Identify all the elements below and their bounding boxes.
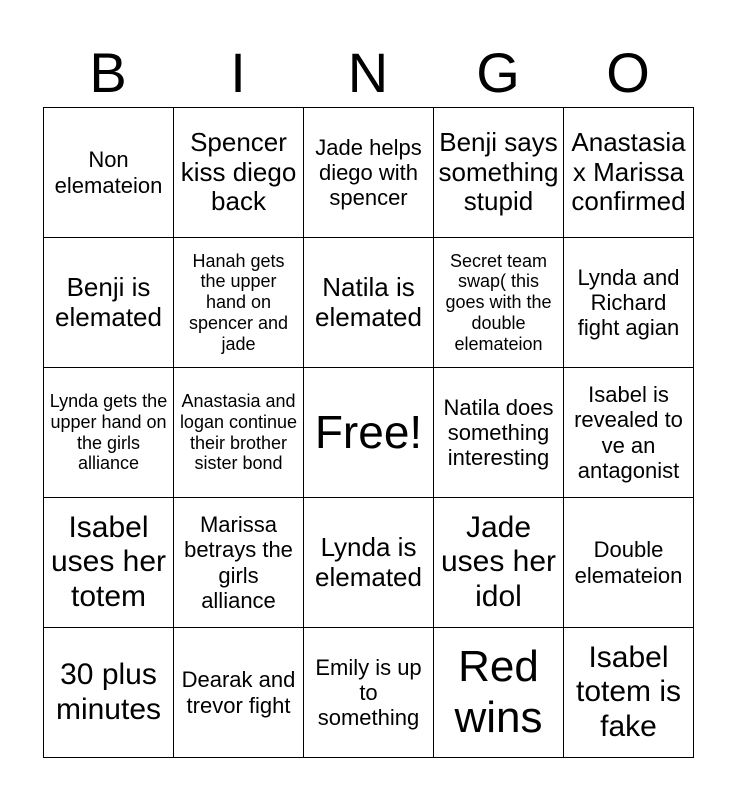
bingo-cell[interactable]: Jade uses her idol <box>434 498 564 628</box>
bingo-cell[interactable]: Lynda gets the upper hand on the girls alliance <box>44 368 174 498</box>
bingo-cell[interactable]: 30 plus minutes <box>44 628 174 758</box>
bingo-cell[interactable]: Natila is elemated <box>304 238 434 368</box>
bingo-cell[interactable]: Anastasia x Marissa confirmed <box>564 108 694 238</box>
bingo-cell[interactable]: Dearak and trevor fight <box>174 628 304 758</box>
board-row <box>44 108 694 238</box>
bingo-cell[interactable]: Emily is up to something <box>304 628 434 758</box>
board-row <box>44 498 694 628</box>
free-space-cell[interactable]: Free! <box>304 368 434 498</box>
board-row <box>44 628 694 758</box>
board-row <box>44 238 694 368</box>
bingo-cell[interactable]: Double elemateion <box>564 498 694 628</box>
bingo-cell[interactable]: Isabel totem is fake <box>564 628 694 758</box>
bingo-cell[interactable]: Spencer kiss diego back <box>174 108 304 238</box>
bingo-cell[interactable]: Non elemateion <box>44 108 174 238</box>
bingo-cell[interactable]: Natila does something interesting <box>434 368 564 498</box>
bingo-board <box>43 107 694 758</box>
bingo-cell[interactable]: Benji says something stupid <box>434 108 564 238</box>
header-letter-i: I <box>230 41 246 104</box>
bingo-cell[interactable]: Jade helps diego with spencer <box>304 108 434 238</box>
board-row <box>44 368 694 498</box>
bingo-cell[interactable]: Marissa betrays the girls alliance <box>174 498 304 628</box>
header-letter-g: G <box>476 41 520 104</box>
bingo-cell[interactable]: Lynda and Richard fight agian <box>564 238 694 368</box>
header-letter-b: B <box>89 41 127 104</box>
bingo-cell[interactable]: Hanah gets the upper hand on spencer and jade <box>174 238 304 368</box>
bingo-cell[interactable]: Isabel uses her totem <box>44 498 174 628</box>
bingo-cell[interactable]: Isabel is revealed to ve an antagonist <box>564 368 694 498</box>
bingo-cell[interactable]: Secret team swap( this goes with the double elemateion <box>434 238 564 368</box>
bingo-header <box>43 38 693 108</box>
bingo-cell[interactable]: Benji is elemated <box>44 238 174 368</box>
bingo-cell[interactable]: Red wins <box>434 628 564 758</box>
bingo-cell[interactable]: Lynda is elemated <box>304 498 434 628</box>
header-letter-o: O <box>606 41 650 104</box>
bingo-cell[interactable]: Anastasia and logan continue their brother sister bond <box>174 368 304 498</box>
header-letter-n: N <box>347 41 389 104</box>
